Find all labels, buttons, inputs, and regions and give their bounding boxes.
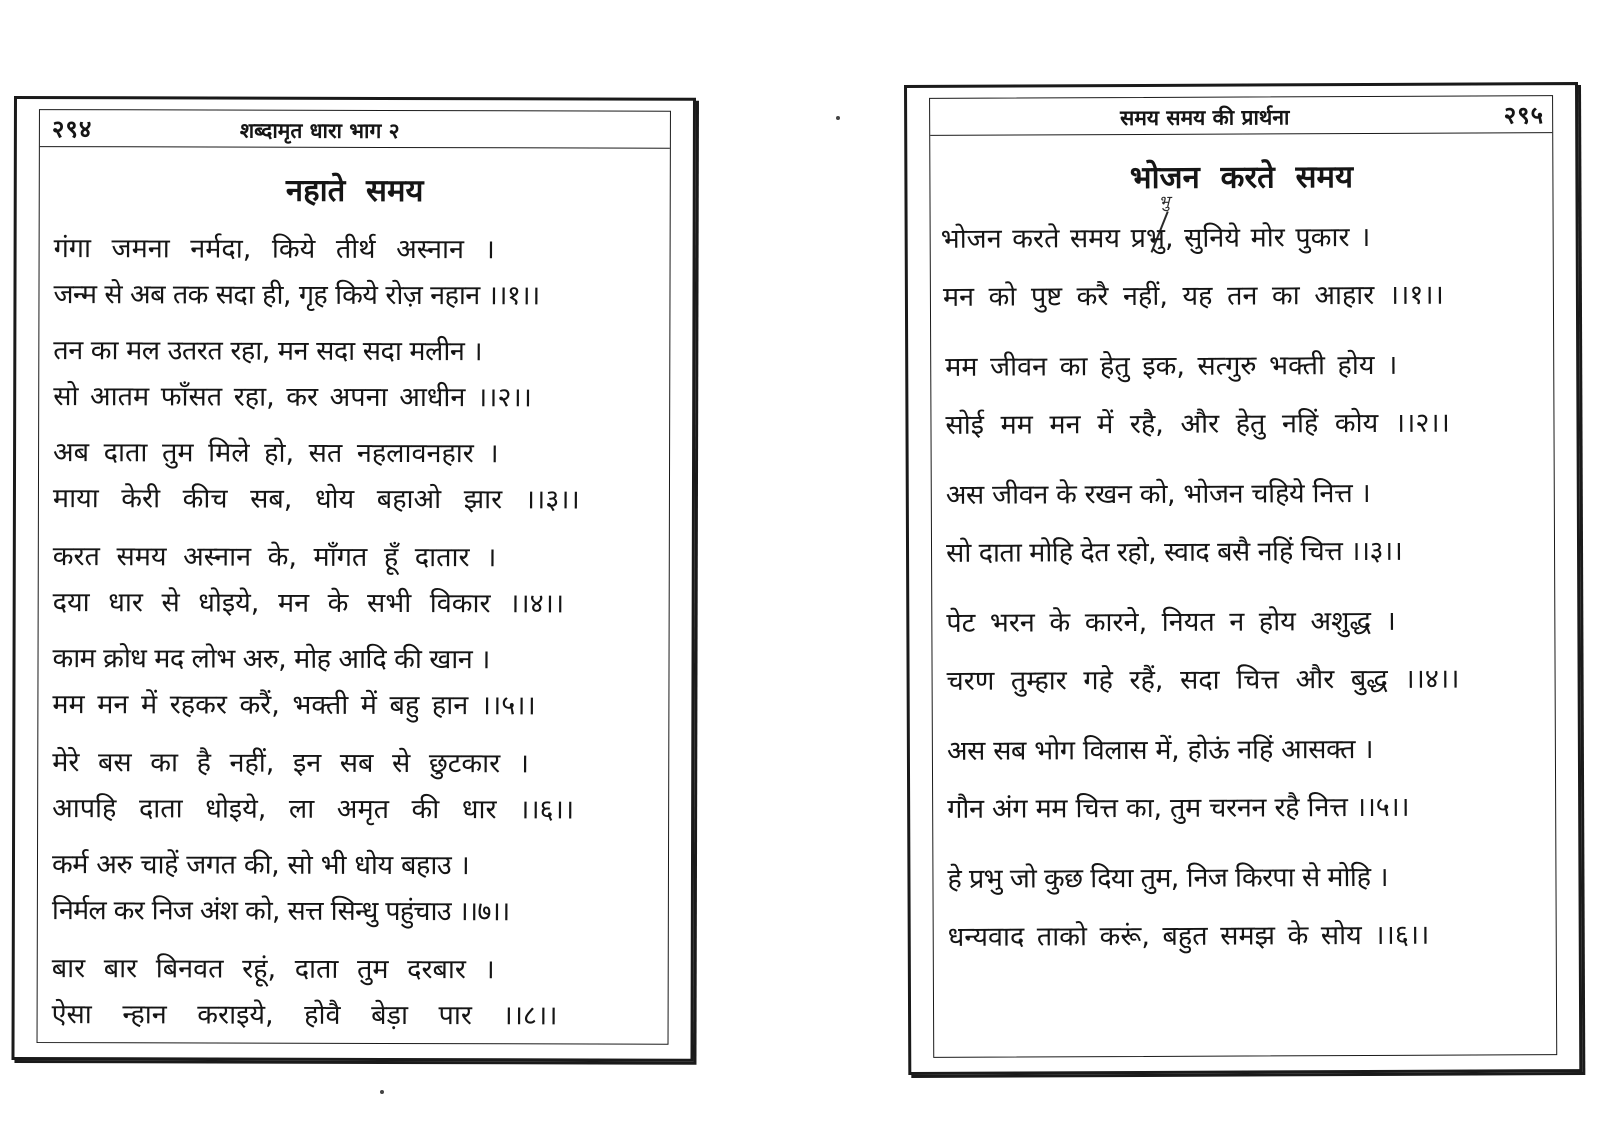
- right-page: [904, 82, 1582, 1075]
- right-page-frame: [929, 95, 1557, 1058]
- verse-line: मन को पुष्ट करै नहीं, यह तन का आहार ।।१।।: [942, 279, 1444, 313]
- running-title: समय समय की प्रार्थना: [1120, 105, 1290, 131]
- verse-line: चरण तुम्हार गहे रहैं, सदा चित्त और बुद्ध ।।४।।: [946, 663, 1460, 697]
- verse-line: पेट भरन के कारने, नियत न होय अशुद्ध ।: [946, 605, 1396, 639]
- verse-line: काम क्रोध मद लोभ अरु, मोह आदि की खान ।: [52, 643, 490, 676]
- handwritten-annotation: भु: [1158, 191, 1170, 211]
- scan-speck: [380, 1090, 384, 1094]
- verse-line: सो दाता मोहि देत रहो, स्वाद बसै नहिं चित्त ।।३।।: [945, 535, 1403, 569]
- verse-line: माया केरी कीच सब, धोय बहाओ झार ।।३।।: [52, 483, 580, 516]
- verse-line: अस सब भोग विलास में, होऊं नहिं आसक्त ।: [946, 733, 1374, 767]
- right-page-header: [930, 96, 1552, 136]
- verse-line: जन्म से अब तक सदा ही, गृह किये रोज़ नहान ।।१।।: [53, 279, 540, 312]
- verse-line: कर्म अरु चाहें जगत की, सो भी धोय बहाउ ।: [51, 849, 470, 882]
- verse-line: मम मन में रहकर करैं, भक्ती में बहु हान ।।५।।: [52, 689, 536, 722]
- verse-line: दया धार से धोइये, मन के सभी विकार ।।४।।: [52, 587, 565, 620]
- verse-line: ऐसा न्हान कराइये, होवै बेड़ा पार ।।८।।: [51, 999, 558, 1032]
- verse-line: सोई मम मन में रहै, और हेतु नहिं कोय ।।२।।: [945, 407, 1450, 441]
- verse-line: अस जीवन के रखन को, भोजन चहिये नित्त ।: [945, 477, 1371, 511]
- verse-line: तन का मल उतरत रहा, मन सदा सदा मलीन ।: [53, 335, 483, 368]
- verse-line: मेरे बस का है नहीं, इन सब से छुटकार ।: [52, 747, 530, 780]
- running-title: शब्दामृत धारा भाग २: [239, 118, 400, 144]
- left-page-frame: [37, 109, 671, 1045]
- left-page: [11, 96, 696, 1062]
- verse-line: भोजन करते समय प्रभु, सुनिये मोर पुकार ।: [940, 221, 1371, 255]
- verse-line: आपहि दाता धोइये, ला अमृत की धार ।।६।।: [52, 793, 575, 826]
- verse-line: हे प्रभु जो कुछ दिया तुम, निज किरपा से मोहि ।: [947, 861, 1388, 895]
- left-page-header: [40, 110, 670, 149]
- verse-line: निर्मल कर निज अंश को, सत्त सिन्धु पहुंचाउ ।।७।।: [51, 895, 510, 928]
- page-number: २९५: [1503, 101, 1545, 130]
- verse-line: धन्यवाद ताको करूं, बहुत समझ के सोय ।।६।।: [947, 919, 1430, 953]
- section-title: नहाते समय: [285, 172, 424, 210]
- scan-speck: [836, 116, 840, 120]
- verse-line: बार बार बिनवत रहूं, दाता तुम दरबार ।: [51, 953, 495, 986]
- verse-line: गौन अंग मम चित्त का, तुम चरनन रहै नित्त ।।५।।: [947, 791, 1410, 825]
- verse-line: अब दाता तुम मिले हो, सत नहलावनहार ।: [53, 437, 499, 470]
- page-number: २९४: [51, 115, 93, 144]
- section-title: भोजन करते समय: [1129, 159, 1354, 197]
- verse-line: गंगा जमना नर्मदा, किये तीर्थ अस्नान ।: [53, 233, 495, 266]
- verse-line: मम जीवन का हेतु इक, सत्गुरु भक्ती होय ।: [945, 349, 1398, 383]
- verse-line: करत समय अस्नान के, माँगत हूँ दातार ।: [52, 541, 497, 574]
- verse-line: सो आतम फाँसत रहा, कर अपना आधीन ।।२।।: [53, 381, 532, 414]
